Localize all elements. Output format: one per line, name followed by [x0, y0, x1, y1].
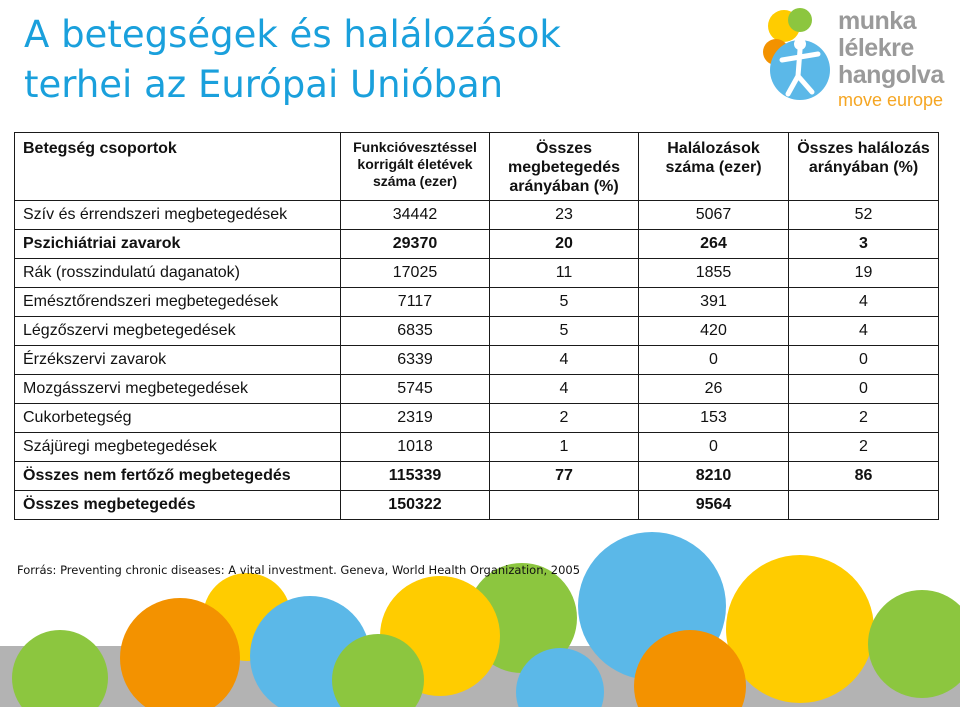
- cell-dalys: 6339: [341, 346, 490, 375]
- logo-tagline: move europe: [838, 90, 944, 110]
- title-line-2: terhei az Európai Unióban: [24, 63, 504, 106]
- cell-mortality-pct: 0: [789, 346, 939, 375]
- row-label: Légzőszervi megbetegedések: [15, 317, 341, 346]
- cell-dalys: 2319: [341, 404, 490, 433]
- cell-deaths: 1855: [639, 259, 789, 288]
- row-label: Rák (rosszindulatú daganatok): [15, 259, 341, 288]
- cell-morbidity-pct: 5: [490, 317, 639, 346]
- header-group: Betegség csoportok: [15, 133, 341, 201]
- cell-morbidity-pct: 11: [490, 259, 639, 288]
- row-label: Cukorbetegség: [15, 404, 341, 433]
- table-row: [15, 259, 939, 288]
- cell-morbidity-pct: 2: [490, 404, 639, 433]
- cell-mortality-pct: 86: [789, 462, 939, 491]
- cell-dalys: 29370: [341, 230, 490, 259]
- cell-morbidity-pct: [490, 491, 639, 520]
- cell-dalys: 150322: [341, 491, 490, 520]
- cell-deaths: 153: [639, 404, 789, 433]
- cell-deaths: 5067: [639, 201, 789, 230]
- cell-deaths: 391: [639, 288, 789, 317]
- table-row: [15, 201, 939, 230]
- row-label: Emésztőrendszeri megbetegedések: [15, 288, 341, 317]
- logo-emblem-icon: [760, 4, 840, 128]
- row-label: Pszichiátriai zavarok: [15, 230, 341, 259]
- row-label: Szív és érrendszeri megbetegedések: [15, 201, 341, 230]
- header-dalys: Funkcióvesztéssel korrigált életévek száma (ezer): [341, 133, 490, 201]
- cell-dalys: 7117: [341, 288, 490, 317]
- cell-mortality-pct: [789, 491, 939, 520]
- cell-dalys: 6835: [341, 317, 490, 346]
- table-row: [15, 288, 939, 317]
- cell-morbidity-pct: 77: [490, 462, 639, 491]
- cell-dalys: 17025: [341, 259, 490, 288]
- cell-morbidity-pct: 5: [490, 288, 639, 317]
- table-row: [15, 404, 939, 433]
- page-title: [24, 10, 561, 110]
- logo: [760, 4, 960, 128]
- decorative-circles: [0, 520, 960, 707]
- table-row: [15, 491, 939, 520]
- header-mortality-pct: Összes halálozás arányában (%): [789, 133, 939, 201]
- table-row: [15, 462, 939, 491]
- cell-morbidity-pct: 20: [490, 230, 639, 259]
- cell-mortality-pct: 2: [789, 433, 939, 462]
- cell-dalys: 115339: [341, 462, 490, 491]
- table-row: [15, 346, 939, 375]
- cell-mortality-pct: 52: [789, 201, 939, 230]
- cell-mortality-pct: 3: [789, 230, 939, 259]
- cell-morbidity-pct: 23: [490, 201, 639, 230]
- cell-deaths: 0: [639, 346, 789, 375]
- row-label: Mozgásszervi megbetegedések: [15, 375, 341, 404]
- cell-deaths: 420: [639, 317, 789, 346]
- cell-deaths: 0: [639, 433, 789, 462]
- cell-dalys: 1018: [341, 433, 490, 462]
- cell-morbidity-pct: 4: [490, 375, 639, 404]
- cell-mortality-pct: 4: [789, 317, 939, 346]
- logo-word-3: hangolva: [838, 61, 944, 89]
- disease-burden-table: [14, 132, 939, 520]
- row-label: Szájüregi megbetegedések: [15, 433, 341, 462]
- table-header-row: [15, 133, 939, 201]
- cell-mortality-pct: 4: [789, 288, 939, 317]
- cell-deaths: 264: [639, 230, 789, 259]
- table-row: [15, 317, 939, 346]
- cell-mortality-pct: 19: [789, 259, 939, 288]
- logo-word-2: lélekre: [838, 34, 914, 62]
- cell-dalys: 5745: [341, 375, 490, 404]
- title-line-1: A betegségek és halálozások: [24, 13, 561, 56]
- row-label: Érzékszervi zavarok: [15, 346, 341, 375]
- logo-word-1: munka: [838, 7, 917, 35]
- table-row: [15, 433, 939, 462]
- cell-deaths: 26: [639, 375, 789, 404]
- cell-dalys: 34442: [341, 201, 490, 230]
- cell-mortality-pct: 2: [789, 404, 939, 433]
- cell-morbidity-pct: 4: [490, 346, 639, 375]
- cell-morbidity-pct: 1: [490, 433, 639, 462]
- row-label: Összes nem fertőző megbetegedés: [15, 462, 341, 491]
- cell-mortality-pct: 0: [789, 375, 939, 404]
- table-row: [15, 375, 939, 404]
- table-row: [15, 230, 939, 259]
- row-label: Összes megbetegedés: [15, 491, 341, 520]
- header-deaths: Halálozások száma (ezer): [639, 133, 789, 201]
- header-morbidity-pct: Összes megbetegedés arányában (%): [490, 133, 639, 201]
- source-note: Forrás: Preventing chronic diseases: A vital investment. Geneva, World Health Organization, 2005: [17, 563, 581, 577]
- cell-deaths: 9564: [639, 491, 789, 520]
- cell-deaths: 8210: [639, 462, 789, 491]
